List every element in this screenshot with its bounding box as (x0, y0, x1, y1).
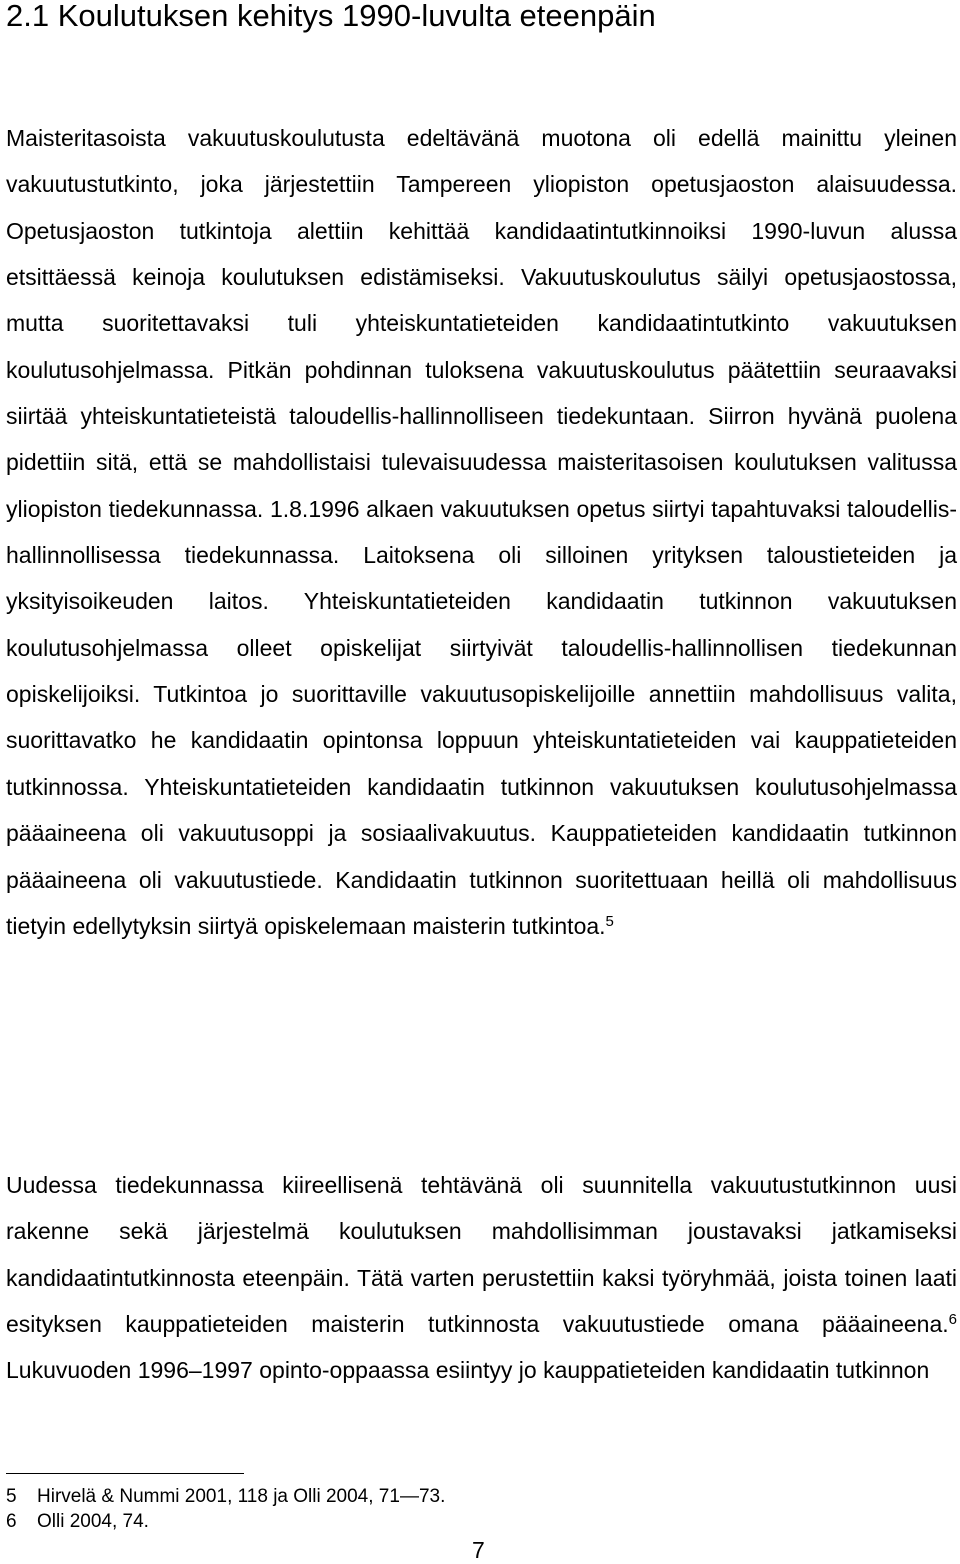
footnote-reference-5: 5 (605, 912, 614, 930)
footnote-text: Hirvelä & Nummi 2001, 118 ja Olli 2004, 71—73. (37, 1486, 446, 1507)
footnote-number: 6 (6, 1511, 17, 1532)
section-heading: 2.1 Koulutuksen kehitys 1990-luvulta eteenpäin (6, 0, 656, 33)
body-paragraph-1 (6, 115, 957, 949)
footnote-text: Olli 2004, 74. (37, 1511, 149, 1532)
footnote-5 (6, 1485, 445, 1509)
paragraph-text-continued: Lukuvuoden 1996–1997 opinto-oppaassa esiintyy jo kauppatieteiden kandidaatin tutkinnon (6, 1357, 930, 1384)
paragraph-text: Maisteritasoista vakuutuskoulutusta edeltävänä muotona oli edellä mainittu yleinen vakuutustutkinto, joka järjestettiin Tampereen yliopiston opetusjaoston alaisuudessa. Opetusjaoston tutkintoja alettiin kehittää kandidaatintutkinnoiksi 1990-luvun alussa etsittäessä keinoja koulutuksen edistämiseksi. Vakuutuskoulutus säilyi opetusjaostossa, mutta suoritettavaksi tuli yhteiskuntatieteiden kandidaatintutkinto vakuutuksen koulutusohjelmassa. Pitkän pohdinnan tuloksena vakuutuskoulutus päätettiin seuraavaksi siirtää yhteiskuntatieteistä taloudellis-hallinnolliseen tiedekuntaan. Siirron hyvänä puolena pidettiin sitä, että se mahdollistaisi tulevaisuudessa maisteritasoisen koulutuksen valitussa yliopiston tiedekunnassa. 1.8.1996 alkaen vakuutuksen opetus siirtyi tapahtuvaksi taloudellis-hallinnollisessa tiedekunnassa. Laitoksena oli silloinen yrityksen taloustieteiden ja yksityisoikeuden laitos. Yhteiskuntatieteiden kandidaatin tutkinnon vakuutuksen koulutusohjelmassa olleet opiskelijat siirtyivät taloudellis-hallinnollisen tiedekunnan opiskelijoiksi. Tutkintoa jo suorittaville vakuutusopiskelijoille annettiin mahdollisuus valita, suorittavatko he kandidaatin opintonsa loppuun yhteiskuntatieteiden vai kauppatieteiden tutkinnossa. Yhteiskuntatieteiden kandidaatin tutkinnon vakuutuksen koulutusohjelmassa pääaineena oli vakuutusoppi ja sosiaalivakuutus. Kauppatieteiden kandidaatin tutkinnon pääaineena oli vakuutustiede. Kandidaatin tutkinnon suoritettuaan heillä oli mahdollisuus tietyin edellytyksin siirtyä opiskelemaan maisterin tutkintoa. (6, 125, 957, 939)
body-paragraph-2 (6, 1162, 957, 1394)
footnote-6 (6, 1510, 149, 1534)
footnote-number: 5 (6, 1486, 17, 1507)
footnote-separator (6, 1473, 244, 1474)
paragraph-text: Uudessa tiedekunnassa kiireellisenä tehtävänä oli suunnitella vakuutustutkinnon uusi rakenne sekä järjestelmä koulutuksen mahdollisimman joustavaksi jatkamiseksi kandidaatintutkinnosta eteenpäin. Tätä varten perustettiin kaksi työryhmää, joista toinen laati esityksen kauppatieteiden maisterin tutkinnosta vakuutustiede omana pääaineena. (6, 1172, 957, 1338)
page-number: 7 (472, 1537, 485, 1563)
footnote-reference-6: 6 (948, 1311, 957, 1329)
